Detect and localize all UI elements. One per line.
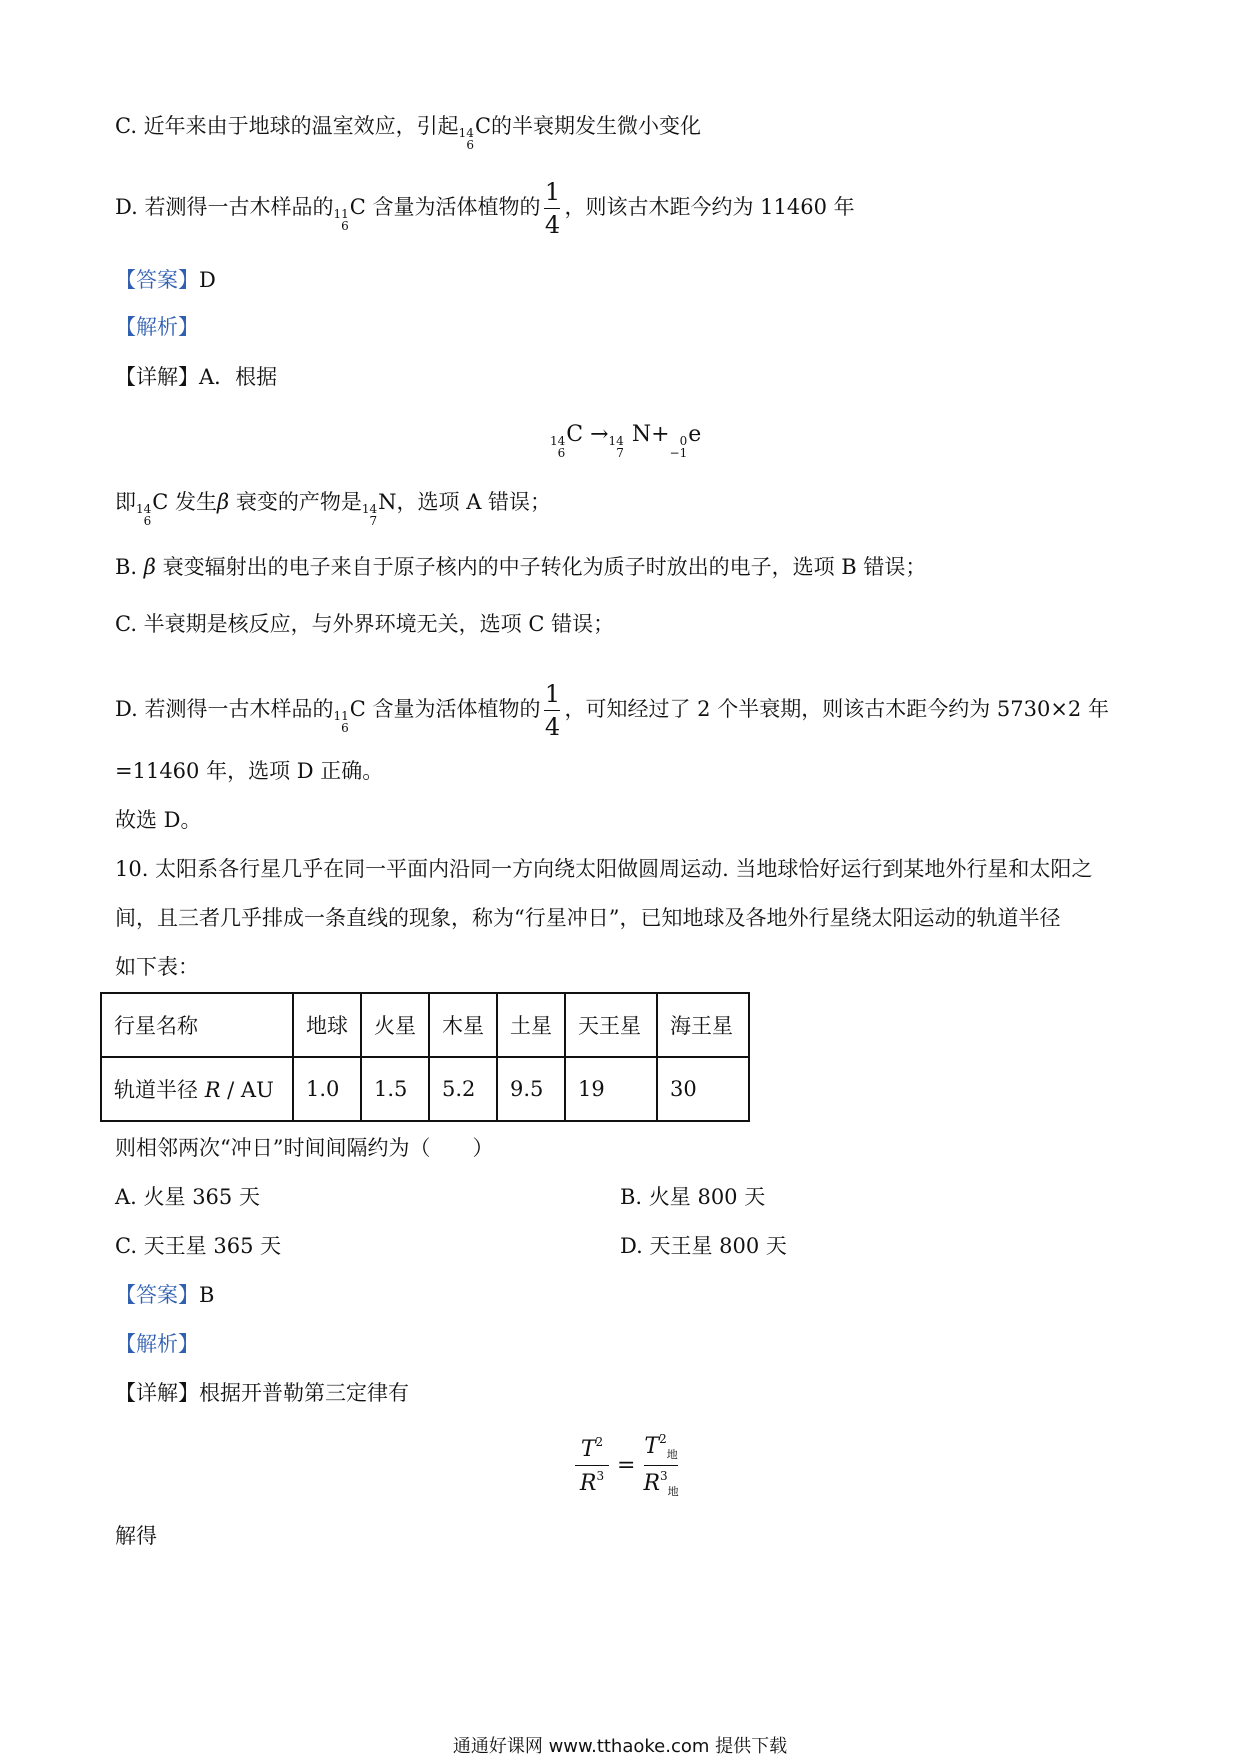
text: 含量为活体植物的 — [372, 195, 541, 219]
fraction-right: $T^2_地$ $R^3_地$ — [643, 1432, 679, 1498]
kepler-equation: $T^2$ $R^3$ = $T^2_地$ $R^3_地$ — [575, 1432, 679, 1499]
footer-source: 通通好课网 www.tthaoke.com 提供下载 — [452, 1736, 788, 1757]
prev-option-d: D. 若测得一古木样品的 11 6 C 含量为活体植物的 $\frac{1}{4}$ ，则该古木距今约为 11460 年 — [115, 178, 855, 239]
prev-option-c: C. 近年来由于地球的温室效应，引起 14 6 C的半衰期发生微小变化 — [115, 114, 702, 152]
table-cell: 天王星 — [565, 993, 657, 1057]
isotope-c14: 14 6 — [136, 502, 152, 528]
detail-text: A．根据 — [199, 365, 278, 389]
isotope-n14: 14 7 — [608, 434, 624, 460]
line-d: D. 若测得一古木样品的 11 6 C 含量为活体植物的 $\frac{1}{4}$ ，可知经过了 2 个半衰期，则该古木距今约为 5730×2 年 — [115, 680, 1109, 741]
table-header-row — [101, 993, 749, 1057]
table-cell: 木星 — [429, 993, 497, 1057]
option-d: D. 天王星 800 天 — [620, 1234, 787, 1258]
solve-label: 解得 — [115, 1524, 157, 1548]
table-cell: 1.5 — [361, 1057, 429, 1121]
table-cell: 地球 — [293, 993, 361, 1057]
isotope-c14: 14 6 — [458, 126, 474, 152]
table-cell: 5.2 — [429, 1057, 497, 1121]
table-cell: 行星名称 — [101, 993, 293, 1057]
text: C. 近年来由于地球的温室效应，引起 — [115, 114, 459, 138]
table-cell: 海王星 — [657, 993, 749, 1057]
table-cell: 19 — [565, 1057, 657, 1121]
text: 的半衰期发生微小变化 — [491, 114, 702, 138]
answer-1 — [115, 266, 216, 294]
table-cell: 9.5 — [497, 1057, 565, 1121]
option-a: A. 火星 365 天 — [115, 1185, 260, 1209]
planet-table — [100, 992, 750, 1122]
text: ，则该古木距今约为 11460 年 — [564, 195, 855, 219]
detail-1 — [115, 363, 277, 391]
table-cell: 轨道半径 R / AU — [101, 1057, 293, 1121]
answer-value: B — [199, 1283, 215, 1307]
detail-label: 【详解】 — [115, 365, 199, 389]
q10-line-3: 如下表： — [115, 955, 199, 979]
table-row — [101, 1057, 749, 1121]
table-cell: 1.0 — [293, 1057, 361, 1121]
line-c: C. 半衰期是核反应，与外界环境无关，选项 C 错误； — [115, 612, 615, 636]
isotope-c14: 14 6 — [550, 434, 566, 460]
line-a: 即 14 6 C 发生β 衰变的产物是 14 7 N，选项 A 错误； — [115, 490, 552, 528]
isotope-c11: 11 6 — [333, 709, 349, 735]
line-d-cont: =11460 年，选项 D 正确。 — [115, 759, 384, 783]
table-cell: 30 — [657, 1057, 749, 1121]
decay-equation: 14 6 C → 14 7 N+ 0 −1 e — [550, 422, 702, 460]
analysis-2 — [115, 1330, 199, 1358]
q10-question: 则相邻两次“冲日”时间间隔约为（ ） — [115, 1136, 494, 1160]
fraction-quarter: $\frac{1}{4}$ — [544, 178, 561, 239]
table-cell: 火星 — [361, 993, 429, 1057]
analysis-label: 【解析】 — [115, 1332, 199, 1356]
option-c: C. 天王星 365 天 — [115, 1234, 282, 1258]
isotope-n14: 14 7 — [361, 502, 378, 528]
isotope-c11: 11 6 — [333, 207, 349, 233]
answer-label: 【答案】 — [115, 268, 199, 292]
answer-value: D — [199, 268, 216, 292]
fraction-quarter: $\frac{1}{4}$ — [544, 680, 561, 741]
analysis-1 — [115, 313, 199, 341]
line-choose: 故选 D。 — [115, 808, 202, 832]
line-b: B. β 衰变辐射出的电子来自于原子核内的中子转化为质子时放出的电子，选项 B 错误； — [115, 555, 927, 579]
option-b: B. 火星 800 天 — [620, 1185, 766, 1209]
isotope-electron: 0 −1 — [669, 434, 688, 460]
analysis-label: 【解析】 — [115, 315, 199, 339]
fraction-left: $T^2$ $R^3$ — [575, 1435, 609, 1496]
detail-2: 【详解】根据开普勒第三定律有 — [115, 1381, 409, 1405]
table-cell: 土星 — [497, 993, 565, 1057]
text: D. 若测得一古木样品的 — [115, 195, 334, 219]
answer-label: 【答案】 — [115, 1283, 199, 1307]
answer-2 — [115, 1281, 214, 1309]
q10-line-1: 10. 太阳系各行星几乎在同一平面内沿同一方向绕太阳做圆周运动. 当地球恰好运行到某地外行星和太阳之 — [115, 857, 1093, 881]
q10-line-2: 间，且三者几乎排成一条直线的现象，称为“行星冲日”，已知地球及各地外行星绕太阳运动的轨道半径 — [115, 906, 1061, 930]
